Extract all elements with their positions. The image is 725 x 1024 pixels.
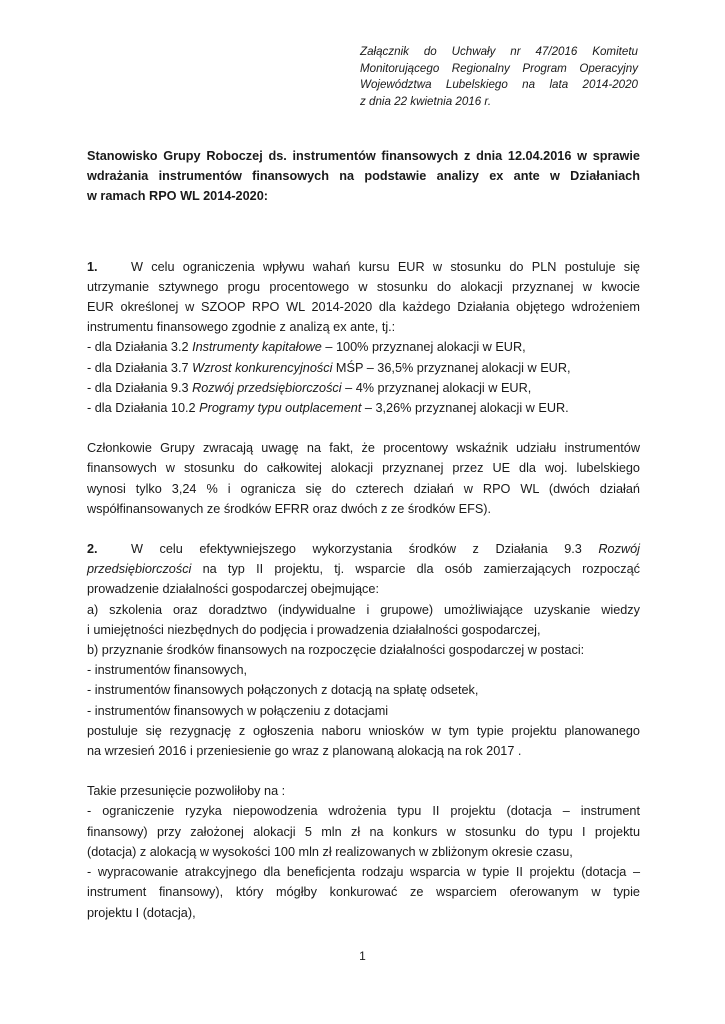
annex-line: z dnia 22 kwietnia 2016 r. (360, 94, 492, 108)
title-line: wdrażania instrumentów finansowych na podstawie analizy ex ante w Działaniach (87, 169, 640, 184)
annex-header (360, 44, 638, 110)
list-item-suffix: – 3,26% przyznanej alokacji w EUR. (361, 401, 569, 416)
section-1 (87, 257, 640, 419)
list-item-emphasis: Wzrost konkurencyjności (192, 360, 333, 375)
section-2-line: a) szkolenia oraz doradztwo (indywidualne i grupowe) umożliwiające uzyskanie wiedzy (87, 602, 640, 617)
section-3-intro: Takie przesunięcie pozwoliłoby na : (87, 784, 286, 799)
list-item-prefix: - dla Działania 9.3 (87, 380, 193, 395)
members-paragraph (87, 438, 640, 519)
section-1-line: instrumentu finansowego zgodnie z analizą ex ante, tj.: (87, 320, 396, 335)
section-2-line: b) przyznanie środków finansowych na rozpoczęcie działalności gospodarczej w postaci: (87, 643, 585, 658)
annex-line: Monitorującego Regionalny Program Operacyjny (360, 61, 638, 75)
section-2 (87, 539, 640, 761)
section-2-line: postuluje się rezygnację z ogłoszenia naboru wniosków w tym typie projektu planowanego (87, 723, 640, 738)
section-2-line (87, 559, 640, 579)
list-item (87, 378, 640, 398)
section-3-line: finansowy) przy założonej alokacji 5 mln zł na konkurs w stosunku do typu I projektu (87, 824, 640, 839)
section-2-line1-text: W celu efektywniejszego wykorzystania środków z Działania 9.3 (131, 542, 599, 557)
list-item-prefix: - dla Działania 3.7 (87, 360, 193, 375)
annex-line: Województwa Lubelskiego na lata 2014-2020 (360, 78, 638, 92)
list-item-prefix: - dla Działania 3.2 (87, 340, 193, 355)
members-line: finansowych w stosunku do całkowitej alokacji przyznanej przez UE dla woj. lubelskiego (87, 461, 640, 476)
list-item-emphasis: Rozwój przedsiębiorczości (192, 380, 342, 395)
section-2-line: na wrzesień 2016 i przeniesienie go wraz z planowaną alokacją na rok 2017 . (87, 744, 522, 759)
section-1-line (87, 257, 640, 277)
section-2-line2-text: na typ II projektu, tj. wsparcie dla osób zamierzających rozpocząć (191, 562, 640, 577)
title-line: Stanowisko Grupy Roboczej ds. instrumentów finansowych z dnia 12.04.2016 w sprawie (87, 149, 640, 163)
section-3-line: (dotacja) z alokacją w wysokości 100 mln zł realizowanych w zbliżonym okresie czasu, (87, 844, 573, 859)
section-3 (87, 781, 640, 922)
section-3-line: - wypracowanie atrakcyjnego dla beneficjenta rodzaju wsparcia w typie II projektu (dotacja – (87, 865, 640, 880)
title-line: w ramach RPO WL 2014-2020: (87, 189, 268, 204)
section-1-line: EUR określonej w SZOOP RPO WL 2014-2020 dla każdego Działania objętego wdrożeniem (87, 300, 640, 315)
section-3-line: - ograniczenie ryzyka niepowodzenia wdrożenia typu II projektu (dotacja – instrument (87, 804, 640, 819)
document-body (87, 146, 640, 943)
page-number: 1 (359, 949, 366, 963)
annex-line: Załącznik do Uchwały nr 47/2016 Komitetu (360, 45, 638, 58)
section-1-intro-first: W celu ograniczenia wpływu wahań kursu EUR w stosunku do PLN postuluje się (131, 259, 640, 274)
section-1-number: 1. (87, 259, 98, 274)
members-line: wynosi tylko 3,24 % i ogranicza się do czterech działań w RPO WL (dwóch działań (87, 481, 640, 496)
list-item-emphasis: Instrumenty kapitałowe (192, 340, 322, 355)
section-2-line2-emphasis: przedsiębiorczości (87, 562, 192, 577)
section-2-number: 2. (87, 542, 98, 557)
list-item-suffix: – 100% przyznanej alokacji w EUR, (321, 340, 526, 355)
section-3-line: instrument finansowy), który mógłby konkurować ze wsparciem oferowanym w typie (87, 885, 640, 900)
section-2-line: - instrumentów finansowych połączonych z dotacją na spłatę odsetek, (87, 683, 479, 698)
list-item-emphasis: Programy typu outplacement (199, 401, 362, 416)
list-item (87, 398, 640, 418)
members-line: współfinansowanych ze środków EFRR oraz dwóch z ze środków EFS). (87, 501, 492, 516)
list-item (87, 337, 640, 357)
list-item-suffix: – 4% przyznanej alokacji w EUR, (341, 380, 532, 395)
section-2-line: i umiejętności niezbędnych do podjęcia i prowadzenia działalności gospodarczej, (87, 622, 541, 637)
document-title (87, 146, 640, 207)
members-line: Członkowie Grupy zwracają uwagę na fakt, że procentowy wskaźnik udziału instrumentów (87, 441, 640, 456)
section-2-line1-emphasis: Rozwój (598, 542, 640, 557)
section-2-line: - instrumentów finansowych, (87, 663, 248, 678)
list-item (87, 358, 640, 378)
section-1-line: utrzymanie sztywnego progu procentowego w stosunku do alokacji przyznanej w kwocie (87, 279, 640, 294)
list-item-prefix: - dla Działania 10.2 (87, 401, 200, 416)
section-2-line (87, 539, 640, 559)
section-2-line: - instrumentów finansowych w połączeniu z dotacjami (87, 703, 389, 718)
section-3-line: projektu I (dotacja), (87, 905, 196, 920)
list-item-suffix: MŚP – 36,5% przyznanej alokacji w EUR, (332, 360, 571, 375)
section-2-line: prowadzenie działalności gospodarczej obejmujące: (87, 582, 379, 597)
